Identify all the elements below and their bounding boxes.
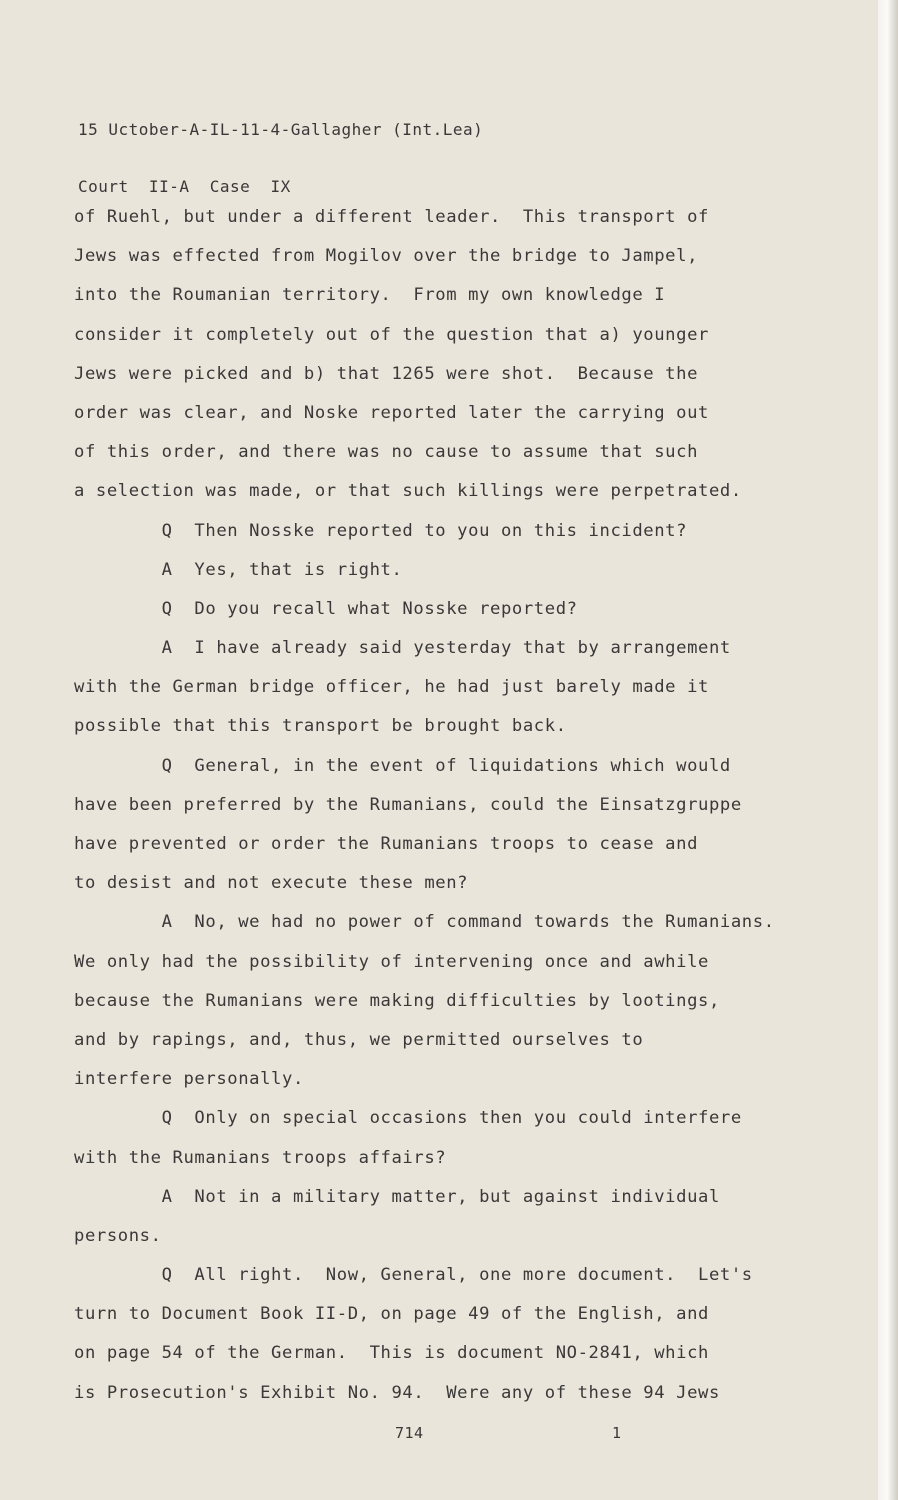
text-line: A Yes, that is right. xyxy=(74,559,403,580)
text-line: persons. xyxy=(74,1225,162,1246)
text-line: Jews were picked and b) that 1265 were shot. Because the xyxy=(74,363,699,384)
text-line: order was clear, and Noske reported later the carrying out xyxy=(74,402,709,423)
text-line: Q Do you recall what Nosske reported? xyxy=(74,598,578,619)
text-line: Q All right. Now, General, one more document. Let's xyxy=(74,1265,753,1286)
text-line: We only had the possibility of intervening once and awhile xyxy=(74,951,709,972)
text-line: A I have already said yesterday that by arrangement xyxy=(74,638,731,659)
transcript-body xyxy=(74,198,794,1413)
text-line: with the Rumanians troops affairs? xyxy=(74,1147,447,1168)
text-line: of Ruehl, but under a different leader. This transport of xyxy=(74,207,709,227)
text-line: turn to Document Book II-D, on page 49 of the English, and xyxy=(74,1304,709,1325)
text-line: consider it completely out of the question that a) younger xyxy=(74,324,709,345)
text-line: is Prosecution's Exhibit No. 94. Were any of these 94 Jews xyxy=(74,1382,720,1403)
text-line: a selection was made, or that such killings were perpetrated. xyxy=(74,481,742,502)
text-line: A Not in a military matter, but against individual xyxy=(74,1186,720,1207)
header-line-2: Court II-A Case IX xyxy=(78,177,291,196)
paper-edge xyxy=(878,0,898,1500)
page-number: 714 xyxy=(395,1424,424,1442)
text-line: Q General, in the event of liquidations which would xyxy=(74,755,731,776)
text-line: because the Rumanians were making difficulties by lootings, xyxy=(74,990,720,1011)
text-line: Q Only on special occasions then you could interfere xyxy=(74,1108,742,1129)
footer-mark: 1 xyxy=(612,1424,622,1442)
text-line: of this order, and there was no cause to assume that such xyxy=(74,442,699,463)
text-line: with the German bridge officer, he had just barely made it xyxy=(74,677,709,698)
text-line: have prevented or order the Rumanians troops to cease and xyxy=(74,834,699,854)
text-line: interfere personally. xyxy=(74,1069,304,1090)
text-line: into the Roumanian territory. From my own knowledge I xyxy=(74,285,666,306)
text-line: Jews was effected from Mogilov over the bridge to Jampel, xyxy=(74,246,699,267)
document-header xyxy=(78,82,483,215)
text-line: and by rapings, and, thus, we permitted ourselves to xyxy=(74,1029,644,1050)
text-line: to desist and not execute these men? xyxy=(74,873,469,894)
text-line: Q Then Nosske reported to you on this incident? xyxy=(74,520,688,541)
text-line: have been preferred by the Rumanians, could the Einsatzgruppe xyxy=(74,794,742,815)
text-line: on page 54 of the German. This is document NO-2841, which xyxy=(74,1343,709,1364)
text-line: possible that this transport be brought back. xyxy=(74,716,567,737)
text-line: A No, we had no power of command towards the Rumanians. xyxy=(74,912,775,933)
header-line-1: 15 Uctober-A-IL-11-4-Gallagher (Int.Lea) xyxy=(78,120,484,139)
